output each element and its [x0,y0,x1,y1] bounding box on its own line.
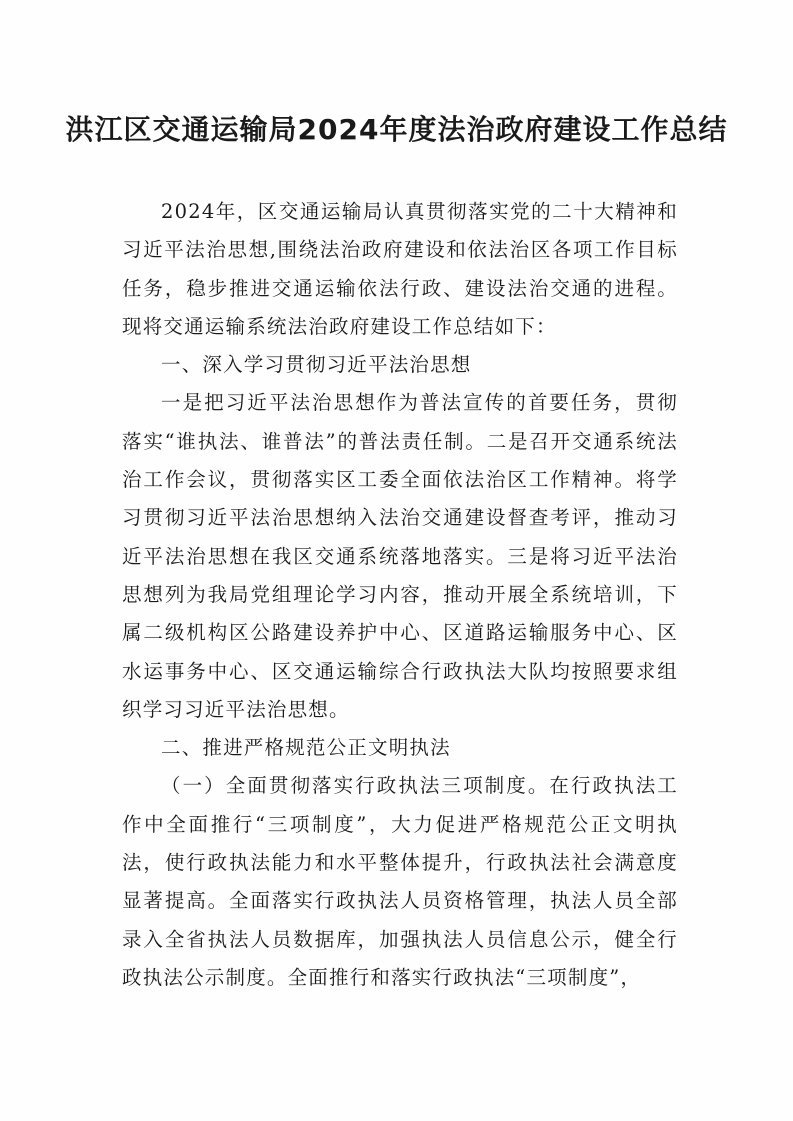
section-heading-2: 二、推进严格规范公正文明执法 [161,736,451,760]
section-1-paragraph: 一是把习近平法治思想作为普法宣传的首要任务，贯彻落实“谁执法、谁普法”的普法责任制。二是召开交通系统法治工作会议，贯彻落实区工委全面依法治区工作精神。将学习贯彻习近平法治思想纳入法治交通建设督查考评，推动习近平法治思想在我区交通系统落地落实。三是将习近平法治思想列为我局党组理论学习内容，推动开展全系统培训，下属二级机构区公路建设养护中心、区道路运输服务中心、区水运事务中心、区交通运输综合行政执法大队均按照要求组织学习习近平法治思想。 [122,391,678,721]
section-2-paragraph: （一）全面贯彻落实行政执法三项制度。在行政执法工作中全面推行“三项制度”，大力促进严格规范公正文明执法，使行政执法能力和水平整体提升，行政执法社会满意度显著提高。全面落实行政执法人员资格管理，执法人员全部录入全省执法人员数据库，加强执法人员信息公示，健全行政执法公示制度。全面推行和落实行政执法“三项制度”， [122,774,678,989]
document-body [122,193,678,997]
section-heading-1: 一、深入学习贯彻习近平法治思想 [161,353,472,377]
intro-paragraph: 2024年，区交通运输局认真贯彻落实党的二十大精神和习近平法治思想,围绕法治政府建设和依法治区各项工作目标任务，稳步推进交通运输依法行政、建设法治交通的进程。现将交通运输系统法治政府建设工作总结如下： [122,200,678,338]
document-title: 洪江区交通运输局2024年度法治政府建设工作总结 [65,113,728,146]
